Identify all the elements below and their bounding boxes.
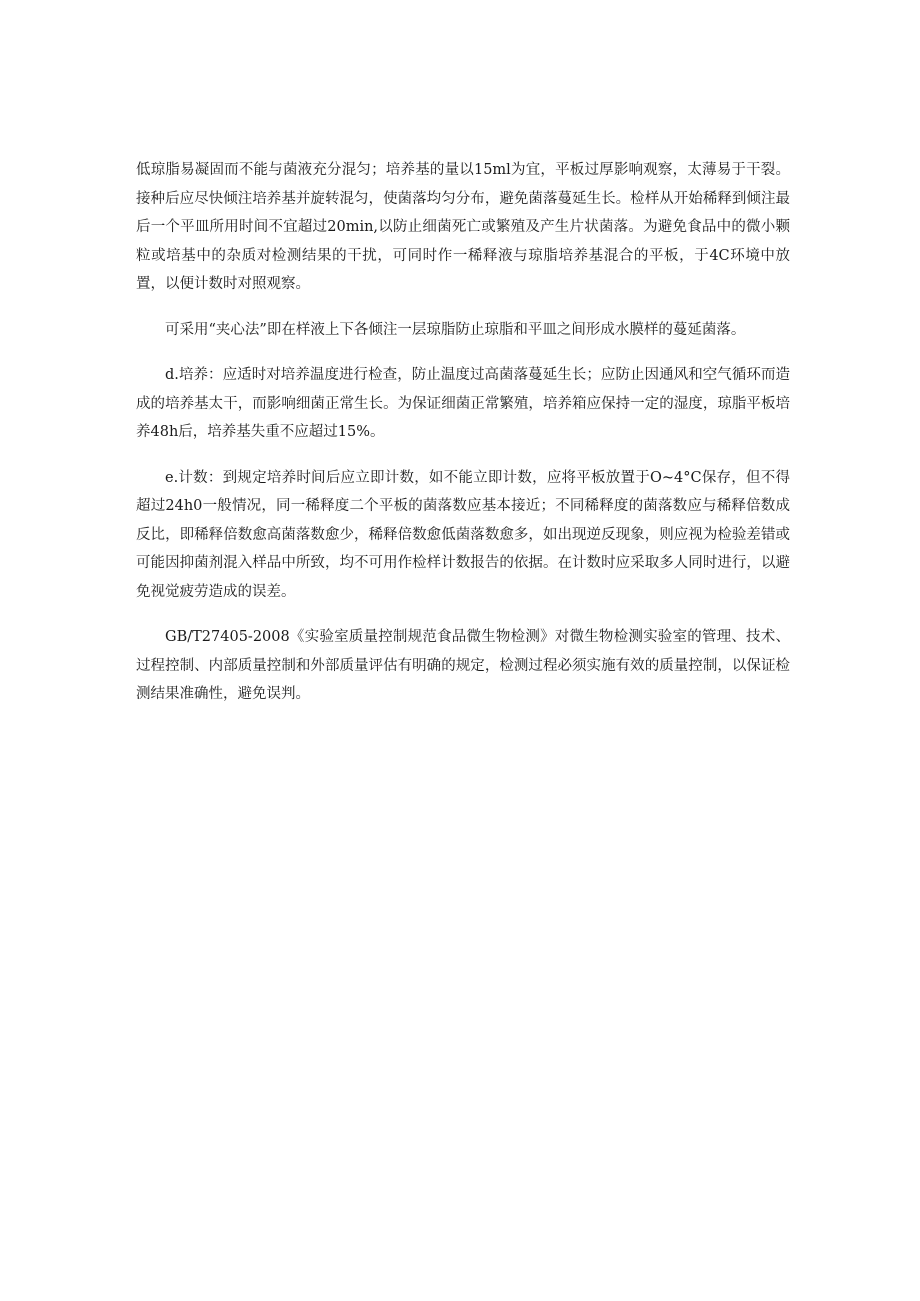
document-body [136, 156, 790, 726]
paragraph-plate-pouring: 低琼脂易凝固而不能与菌液充分混匀；培养基的量以15ml为宜，平板过厚影响观察，太薄易于干裂。接种后应尽快倾注培养基并旋转混匀，使菌落均匀分布，避免菌落蔓延生长。检样从开始稀释到倾注最后一个平皿所用时间不宜超过20min,以防止细菌死亡或繁殖及产生片状菌落。为避免食品中的微小颗粒或培基中的杂质对检测结果的干扰，可同时作一稀释液与琼脂培养基混合的平板，于4C环境中放置，以便计数时对照观察。 [136, 162, 790, 292]
paragraph-counting: e.计数：到规定培养时间后应立即计数，如不能立即计数，应将平板放置于O~4°C保存，但不得超过24h0一般情况，同一稀释度二个平板的菌落数应基本接近；不同稀释度的菌落数应与稀释倍数成反比，即稀释倍数愈高菌落数愈少，稀释倍数愈低菌落数愈多，如出现逆反现象，则应视为检验差错或可能因抑菌剂混入样品中所致，均不可用作检样计数报告的依据。在计数时应采取多人同时进行，以避免视觉疲劳造成的误差。 [136, 469, 790, 600]
paragraph-sandwich-method: 可采用“夹心法”即在样液上下各倾注一层琼脂防止琼脂和平皿之间形成水膜样的蔓延菌落。 [165, 321, 746, 338]
paragraph-standard-reference: GB/T27405-2008《实验室质量控制规范食品微生物检测》对微生物检测实验室的管理、技术、过程控制、内部质量控制和外部质量评估有明确的规定，检测过程必须实施有效的质量控制，以保证检测结果准确性，避免误判。 [136, 629, 790, 702]
paragraph-incubation: d.培养：应适时对培养温度进行检查，防止温度过高菌落蔓延生长；应防止因通风和空气循环而造成的培养基太干，而影响细菌正常生长。为保证细菌正常繁殖，培养箱应保持一定的湿度，琼脂平板培养48h后，培养基失重不应超过15%。 [136, 367, 790, 440]
